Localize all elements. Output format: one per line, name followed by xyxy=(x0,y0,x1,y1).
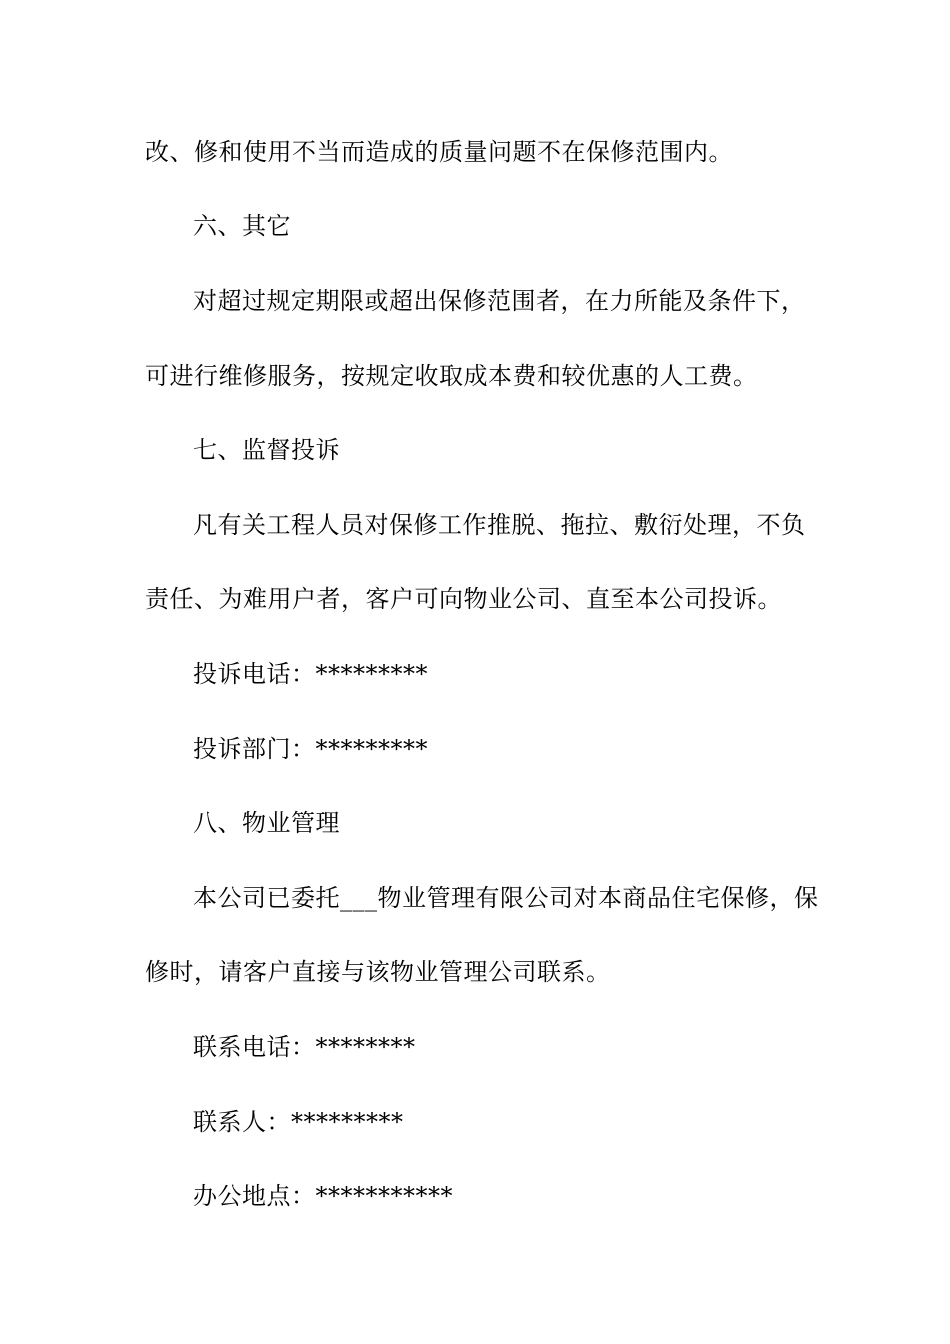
paragraph-line: 修时，请客户直接与该物业管理公司联系。 xyxy=(145,958,611,986)
paragraph-line: 凡有关工程人员对保修工作推脱、拖拉、敷衍处理，不负 xyxy=(193,511,806,539)
office-address: 办公地点：*********** xyxy=(193,1182,453,1210)
complaint-department: 投诉部门：********* xyxy=(193,735,428,763)
section-heading-other: 六、其它 xyxy=(193,212,291,240)
paragraph-line: 对超过规定期限或超出保修范围者，在力所能及条件下， xyxy=(193,287,806,315)
paragraph-line: 可进行维修服务，按规定收取成本费和较优惠的人工费。 xyxy=(145,362,758,390)
section-heading-property-management: 八、物业管理 xyxy=(193,809,340,837)
section-heading-complaints: 七、监督投诉 xyxy=(193,436,340,464)
paragraph-line: 改、修和使用不当而造成的质量问题不在保修范围内。 xyxy=(145,138,733,166)
paragraph-line: 本公司已委托___物业管理有限公司对本商品住宅保修，保 xyxy=(193,884,819,912)
contact-person: 联系人：********* xyxy=(193,1108,404,1136)
paragraph-line: 责任、为难用户者，客户可向物业公司、直至本公司投诉。 xyxy=(145,585,782,613)
contact-phone: 联系电话：******** xyxy=(193,1033,416,1061)
complaint-phone: 投诉电话：********* xyxy=(193,660,428,688)
